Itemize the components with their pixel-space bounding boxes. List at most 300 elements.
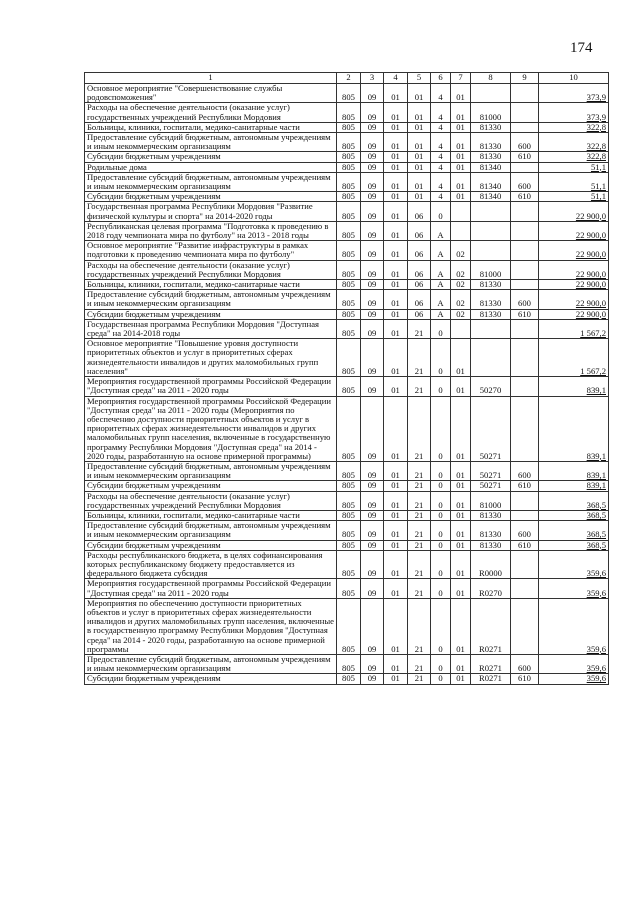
table-row [85, 260, 609, 279]
table-row [85, 396, 609, 461]
code-cell: R0271 [471, 598, 511, 654]
code-cell: 81000 [471, 103, 511, 122]
amount-cell: 368,5 [539, 510, 609, 520]
table-row [85, 491, 609, 510]
code-cell: 02 [451, 280, 471, 290]
table-row [85, 521, 609, 540]
code-cell: R0270 [471, 579, 511, 598]
code-cell: А [431, 290, 451, 309]
code-cell: 50271 [471, 396, 511, 461]
table-row [85, 290, 609, 309]
code-cell: 50271 [471, 461, 511, 480]
code-cell: 805 [337, 221, 361, 240]
code-cell: 01 [384, 319, 408, 338]
code-cell [451, 319, 471, 338]
code-cell: 02 [451, 260, 471, 279]
code-cell: 610 [511, 309, 539, 319]
code-cell [511, 598, 539, 654]
code-cell: 01 [384, 461, 408, 480]
amount-cell: 51,1 [539, 172, 609, 191]
code-cell [471, 202, 511, 221]
row-name-cell: Субсидии бюджетным учреждениям [85, 481, 337, 491]
code-cell: 02 [451, 290, 471, 309]
code-cell: 09 [361, 309, 384, 319]
code-cell: 805 [337, 84, 361, 103]
code-cell: 01 [384, 84, 408, 103]
code-cell: 0 [431, 202, 451, 221]
code-cell: 09 [361, 172, 384, 191]
code-cell [511, 319, 539, 338]
code-cell [511, 396, 539, 461]
code-cell: 0 [431, 491, 451, 510]
code-cell: 805 [337, 319, 361, 338]
code-cell: 4 [431, 133, 451, 152]
column-header: 2 [337, 73, 361, 84]
code-cell: 21 [408, 461, 431, 480]
code-cell: 01 [384, 172, 408, 191]
code-cell: 21 [408, 550, 431, 579]
table-row [85, 192, 609, 202]
code-cell: 01 [384, 510, 408, 520]
row-name-cell: Мероприятия государственной программы Российской Федерации "Доступная среда" на 2011 - 2020 годы (Мероприятия по обеспечению доступности приоритетных объектов и услуг в приоритетных сферах жизнедеятельности инвалидов и других маломобильных групп населения, включенные в государственную программу Республики Мордовия "Доступная среда" на 2014 - 2020 годы, разработанную на основе примерной программы) [85, 396, 337, 461]
row-name-cell: Субсидии бюджетным учреждениям [85, 674, 337, 684]
row-name-cell: Предоставление субсидий бюджетным, автономным учреждениям и иным некоммерческим организациям [85, 461, 337, 480]
code-cell: 01 [384, 396, 408, 461]
code-cell: 01 [451, 162, 471, 172]
code-cell: 01 [384, 491, 408, 510]
amount-cell: 51,1 [539, 192, 609, 202]
row-name-cell: Предоставление субсидий бюджетным, автономным учреждениям и иным некоммерческим организациям [85, 133, 337, 152]
code-cell: 805 [337, 152, 361, 162]
code-cell: 01 [408, 133, 431, 152]
table-row [85, 377, 609, 396]
column-header: 3 [361, 73, 384, 84]
table-row [85, 133, 609, 152]
row-name-cell: Предоставление субсидий бюджетным, автономным учреждениям и иным некоммерческим организациям [85, 521, 337, 540]
amount-cell: 22 900,0 [539, 290, 609, 309]
amount-cell: 22 900,0 [539, 260, 609, 279]
code-cell: А [431, 280, 451, 290]
code-cell: 09 [361, 221, 384, 240]
code-cell: 09 [361, 290, 384, 309]
table-row [85, 152, 609, 162]
code-cell: 09 [361, 162, 384, 172]
code-cell: 81330 [471, 521, 511, 540]
code-cell: 01 [384, 339, 408, 377]
amount-cell: 22 900,0 [539, 280, 609, 290]
amount-cell: 359,6 [539, 598, 609, 654]
page-number: 174 [570, 40, 593, 56]
code-cell: 4 [431, 162, 451, 172]
table-row [85, 461, 609, 480]
code-cell: 01 [408, 103, 431, 122]
code-cell: 805 [337, 579, 361, 598]
table-row [85, 579, 609, 598]
code-cell: 01 [384, 122, 408, 132]
amount-cell: 373,9 [539, 103, 609, 122]
code-cell: 805 [337, 521, 361, 540]
code-cell: 0 [431, 550, 451, 579]
code-cell: 805 [337, 241, 361, 260]
code-cell: 01 [384, 202, 408, 221]
table-row [85, 674, 609, 684]
table-header-row [85, 73, 609, 84]
table-row [85, 510, 609, 520]
code-cell: 805 [337, 122, 361, 132]
code-cell: А [431, 241, 451, 260]
row-name-cell: Субсидии бюджетным учреждениям [85, 192, 337, 202]
code-cell: 09 [361, 260, 384, 279]
code-cell: 0 [431, 510, 451, 520]
code-cell: 805 [337, 192, 361, 202]
code-cell: R0271 [471, 674, 511, 684]
code-cell: 0 [431, 319, 451, 338]
table-row [85, 481, 609, 491]
code-cell: 09 [361, 491, 384, 510]
code-cell: 805 [337, 396, 361, 461]
row-name-cell: Мероприятия государственной программы Российской Федерации "Доступная среда" на 2011 - 2020 годы [85, 377, 337, 396]
code-cell: 600 [511, 290, 539, 309]
code-cell: 81000 [471, 491, 511, 510]
code-cell: 805 [337, 491, 361, 510]
column-header: 6 [431, 73, 451, 84]
code-cell: 01 [451, 579, 471, 598]
code-cell: 06 [408, 309, 431, 319]
code-cell: R0000 [471, 550, 511, 579]
row-name-cell: Больницы, клиники, госпитали, медико-санитарные части [85, 122, 337, 132]
row-name-cell: Мероприятия государственной программы Российской Федерации "Доступная среда" на 2011 - 2020 годы [85, 579, 337, 598]
code-cell: 21 [408, 491, 431, 510]
code-cell: 01 [451, 540, 471, 550]
code-cell: 21 [408, 579, 431, 598]
code-cell: 09 [361, 654, 384, 673]
code-cell: А [431, 221, 451, 240]
code-cell [511, 162, 539, 172]
row-name-cell: Государственная программа Республики Мордовия "Доступная среда" на 2014-2018 годы [85, 319, 337, 338]
row-name-cell: Больницы, клиники, госпитали, медико-санитарные части [85, 510, 337, 520]
code-cell [471, 241, 511, 260]
code-cell: 01 [451, 133, 471, 152]
amount-cell: 359,6 [539, 674, 609, 684]
code-cell: 4 [431, 84, 451, 103]
table-row [85, 550, 609, 579]
row-name-cell: Расходы республиканского бюджета, в целях софинансирования которых республиканскому бюджету предоставляется из федерального бюджета субсидия [85, 550, 337, 579]
code-cell: 01 [384, 540, 408, 550]
amount-cell: 322,8 [539, 152, 609, 162]
code-cell: 21 [408, 598, 431, 654]
code-cell: 21 [408, 521, 431, 540]
code-cell: 01 [384, 192, 408, 202]
code-cell: 01 [408, 172, 431, 191]
code-cell: 09 [361, 461, 384, 480]
code-cell [511, 103, 539, 122]
code-cell: 805 [337, 377, 361, 396]
code-cell [511, 377, 539, 396]
amount-cell: 322,8 [539, 122, 609, 132]
code-cell: 09 [361, 481, 384, 491]
code-cell: 21 [408, 319, 431, 338]
amount-cell: 22 900,0 [539, 221, 609, 240]
code-cell [471, 319, 511, 338]
code-cell: 09 [361, 510, 384, 520]
code-cell: 01 [408, 162, 431, 172]
code-cell: 09 [361, 241, 384, 260]
code-cell: 0 [431, 481, 451, 491]
code-cell: 01 [408, 152, 431, 162]
code-cell: 01 [384, 260, 408, 279]
code-cell: 01 [451, 510, 471, 520]
code-cell: 01 [408, 192, 431, 202]
code-cell: 0 [431, 521, 451, 540]
code-cell: 01 [384, 133, 408, 152]
code-cell: 09 [361, 192, 384, 202]
code-cell: 805 [337, 654, 361, 673]
code-cell: 09 [361, 202, 384, 221]
code-cell: 50270 [471, 377, 511, 396]
table-row [85, 84, 609, 103]
table-row [85, 598, 609, 654]
amount-cell: 839,1 [539, 396, 609, 461]
amount-cell: 839,1 [539, 461, 609, 480]
code-cell: 09 [361, 579, 384, 598]
code-cell: 09 [361, 339, 384, 377]
row-name-cell: Субсидии бюджетным учреждениям [85, 540, 337, 550]
column-header: 5 [408, 73, 431, 84]
code-cell: 01 [384, 152, 408, 162]
amount-cell: 22 900,0 [539, 202, 609, 221]
code-cell: 06 [408, 202, 431, 221]
code-cell [511, 280, 539, 290]
code-cell: 610 [511, 674, 539, 684]
amount-cell: 359,6 [539, 579, 609, 598]
code-cell: 01 [384, 481, 408, 491]
code-cell: 805 [337, 280, 361, 290]
code-cell: 09 [361, 377, 384, 396]
code-cell: 09 [361, 521, 384, 540]
code-cell: 01 [408, 122, 431, 132]
code-cell: 09 [361, 598, 384, 654]
row-name-cell: Больницы, клиники, госпитали, медико-санитарные части [85, 280, 337, 290]
code-cell [451, 202, 471, 221]
code-cell: 09 [361, 550, 384, 579]
code-cell: 81330 [471, 152, 511, 162]
amount-cell: 1 567,2 [539, 339, 609, 377]
code-cell: 81340 [471, 192, 511, 202]
code-cell: 01 [451, 84, 471, 103]
code-cell: 600 [511, 654, 539, 673]
code-cell: 0 [431, 540, 451, 550]
code-cell [451, 221, 471, 240]
amount-cell: 368,5 [539, 540, 609, 550]
code-cell [511, 550, 539, 579]
code-cell [511, 221, 539, 240]
code-cell: 01 [451, 339, 471, 377]
code-cell: 805 [337, 309, 361, 319]
code-cell: А [431, 309, 451, 319]
row-name-cell: Родильные дома [85, 162, 337, 172]
code-cell: 81330 [471, 133, 511, 152]
code-cell [511, 84, 539, 103]
amount-cell: 51,1 [539, 162, 609, 172]
column-header: 9 [511, 73, 539, 84]
code-cell: 805 [337, 550, 361, 579]
code-cell: 21 [408, 674, 431, 684]
code-cell: 01 [384, 162, 408, 172]
code-cell: 01 [384, 221, 408, 240]
code-cell [471, 339, 511, 377]
code-cell [511, 260, 539, 279]
code-cell: 21 [408, 654, 431, 673]
code-cell: 0 [431, 654, 451, 673]
code-cell: 01 [451, 192, 471, 202]
code-cell: 09 [361, 540, 384, 550]
code-cell [511, 510, 539, 520]
code-cell: 805 [337, 133, 361, 152]
code-cell: 01 [384, 521, 408, 540]
code-cell: 805 [337, 290, 361, 309]
code-cell [511, 241, 539, 260]
table-row [85, 319, 609, 338]
table-row [85, 122, 609, 132]
code-cell: 0 [431, 339, 451, 377]
table-row [85, 540, 609, 550]
code-cell: 81330 [471, 540, 511, 550]
code-cell: 0 [431, 598, 451, 654]
code-cell: 01 [384, 598, 408, 654]
row-name-cell: Субсидии бюджетным учреждениям [85, 152, 337, 162]
code-cell: 805 [337, 510, 361, 520]
code-cell: 21 [408, 339, 431, 377]
code-cell: 805 [337, 103, 361, 122]
table-row [85, 309, 609, 319]
row-name-cell: Мероприятия по обеспечению доступности приоритетных объектов и услуг в приоритетных сферах жизнедеятельности инвалидов и других маломобильных групп населения, включенные в государственную программу Республики Мордовия "Доступная среда" на 2014 - 2020 годы, разработанную на основе примерной программы [85, 598, 337, 654]
code-cell: 81000 [471, 260, 511, 279]
code-cell: 01 [451, 461, 471, 480]
code-cell: 01 [451, 152, 471, 162]
code-cell: 81330 [471, 122, 511, 132]
code-cell: 01 [451, 598, 471, 654]
code-cell: 0 [431, 579, 451, 598]
code-cell: 805 [337, 202, 361, 221]
code-cell: 805 [337, 260, 361, 279]
code-cell: 0 [431, 461, 451, 480]
code-cell: 610 [511, 192, 539, 202]
code-cell: 01 [384, 579, 408, 598]
row-name-cell: Расходы на обеспечение деятельности (оказание услуг) государственных учреждений Республики Мордовия [85, 103, 337, 122]
row-name-cell: Расходы на обеспечение деятельности (оказание услуг) государственных учреждений Республики Мордовия [85, 491, 337, 510]
code-cell: 09 [361, 280, 384, 290]
code-cell: 0 [431, 674, 451, 684]
code-cell: 01 [384, 309, 408, 319]
code-cell: 09 [361, 674, 384, 684]
code-cell: 4 [431, 172, 451, 191]
code-cell: 805 [337, 481, 361, 491]
code-cell [511, 122, 539, 132]
code-cell: 600 [511, 461, 539, 480]
code-cell [511, 491, 539, 510]
code-cell: 09 [361, 84, 384, 103]
code-cell: 06 [408, 241, 431, 260]
code-cell: 01 [451, 103, 471, 122]
code-cell: 01 [451, 377, 471, 396]
amount-cell: 839,1 [539, 481, 609, 491]
code-cell: 01 [384, 103, 408, 122]
code-cell: 805 [337, 540, 361, 550]
budget-table [84, 72, 609, 685]
code-cell: 01 [384, 377, 408, 396]
code-cell: 81340 [471, 162, 511, 172]
table-body [85, 84, 609, 685]
code-cell: 81340 [471, 172, 511, 191]
code-cell: 0 [431, 377, 451, 396]
row-name-cell: Расходы на обеспечение деятельности (оказание услуг) государственных учреждений Республики Мордовия [85, 260, 337, 279]
code-cell: 09 [361, 152, 384, 162]
code-cell: 21 [408, 481, 431, 491]
code-cell: 805 [337, 162, 361, 172]
code-cell: 4 [431, 152, 451, 162]
code-cell: 4 [431, 122, 451, 132]
code-cell: 06 [408, 290, 431, 309]
code-cell: 01 [451, 654, 471, 673]
code-cell: 600 [511, 172, 539, 191]
table-row [85, 339, 609, 377]
code-cell: 01 [384, 674, 408, 684]
column-header: 8 [471, 73, 511, 84]
code-cell: 01 [451, 396, 471, 461]
row-name-cell: Государственная программа Республики Мордовия "Развитие физической культуры и спорта" на 2014-2020 годы [85, 202, 337, 221]
code-cell: 81330 [471, 510, 511, 520]
row-name-cell: Основное мероприятие "Повышение уровня доступности приоритетных объектов и услуг в приоритетных сферах жизнедеятельности инвалидов и других маломобильных групп населения" [85, 339, 337, 377]
code-cell: 06 [408, 280, 431, 290]
code-cell: 01 [384, 280, 408, 290]
amount-cell: 1 567,2 [539, 319, 609, 338]
amount-cell: 368,5 [539, 491, 609, 510]
table-row [85, 280, 609, 290]
code-cell: 21 [408, 540, 431, 550]
code-cell: 01 [451, 674, 471, 684]
code-cell: 81330 [471, 280, 511, 290]
row-name-cell: Предоставление субсидий бюджетным, автономным учреждениям и иным некоммерческим организациям [85, 172, 337, 191]
code-cell [511, 579, 539, 598]
code-cell: 805 [337, 461, 361, 480]
code-cell: 01 [451, 521, 471, 540]
code-cell: 02 [451, 309, 471, 319]
amount-cell: 322,8 [539, 133, 609, 152]
code-cell: 50271 [471, 481, 511, 491]
code-cell: 4 [431, 192, 451, 202]
code-cell: 805 [337, 172, 361, 191]
code-cell: 4 [431, 103, 451, 122]
code-cell: 01 [384, 290, 408, 309]
row-name-cell: Предоставление субсидий бюджетным, автономным учреждениям и иным некоммерческим организациям [85, 290, 337, 309]
code-cell: 01 [384, 550, 408, 579]
amount-cell: 839,1 [539, 377, 609, 396]
table-row [85, 162, 609, 172]
column-header: 7 [451, 73, 471, 84]
amount-cell: 22 900,0 [539, 241, 609, 260]
code-cell [511, 339, 539, 377]
code-cell: 09 [361, 122, 384, 132]
row-name-cell: Предоставление субсидий бюджетным, автономным учреждениям и иным некоммерческим организациям [85, 654, 337, 673]
column-header: 1 [85, 73, 337, 84]
code-cell: 01 [408, 84, 431, 103]
code-cell: 01 [384, 241, 408, 260]
code-cell: 02 [451, 241, 471, 260]
code-cell: 0 [431, 396, 451, 461]
table-row [85, 241, 609, 260]
code-cell: 81330 [471, 290, 511, 309]
row-name-cell: Основное мероприятие "Совершенствование службы родовспоможения" [85, 84, 337, 103]
